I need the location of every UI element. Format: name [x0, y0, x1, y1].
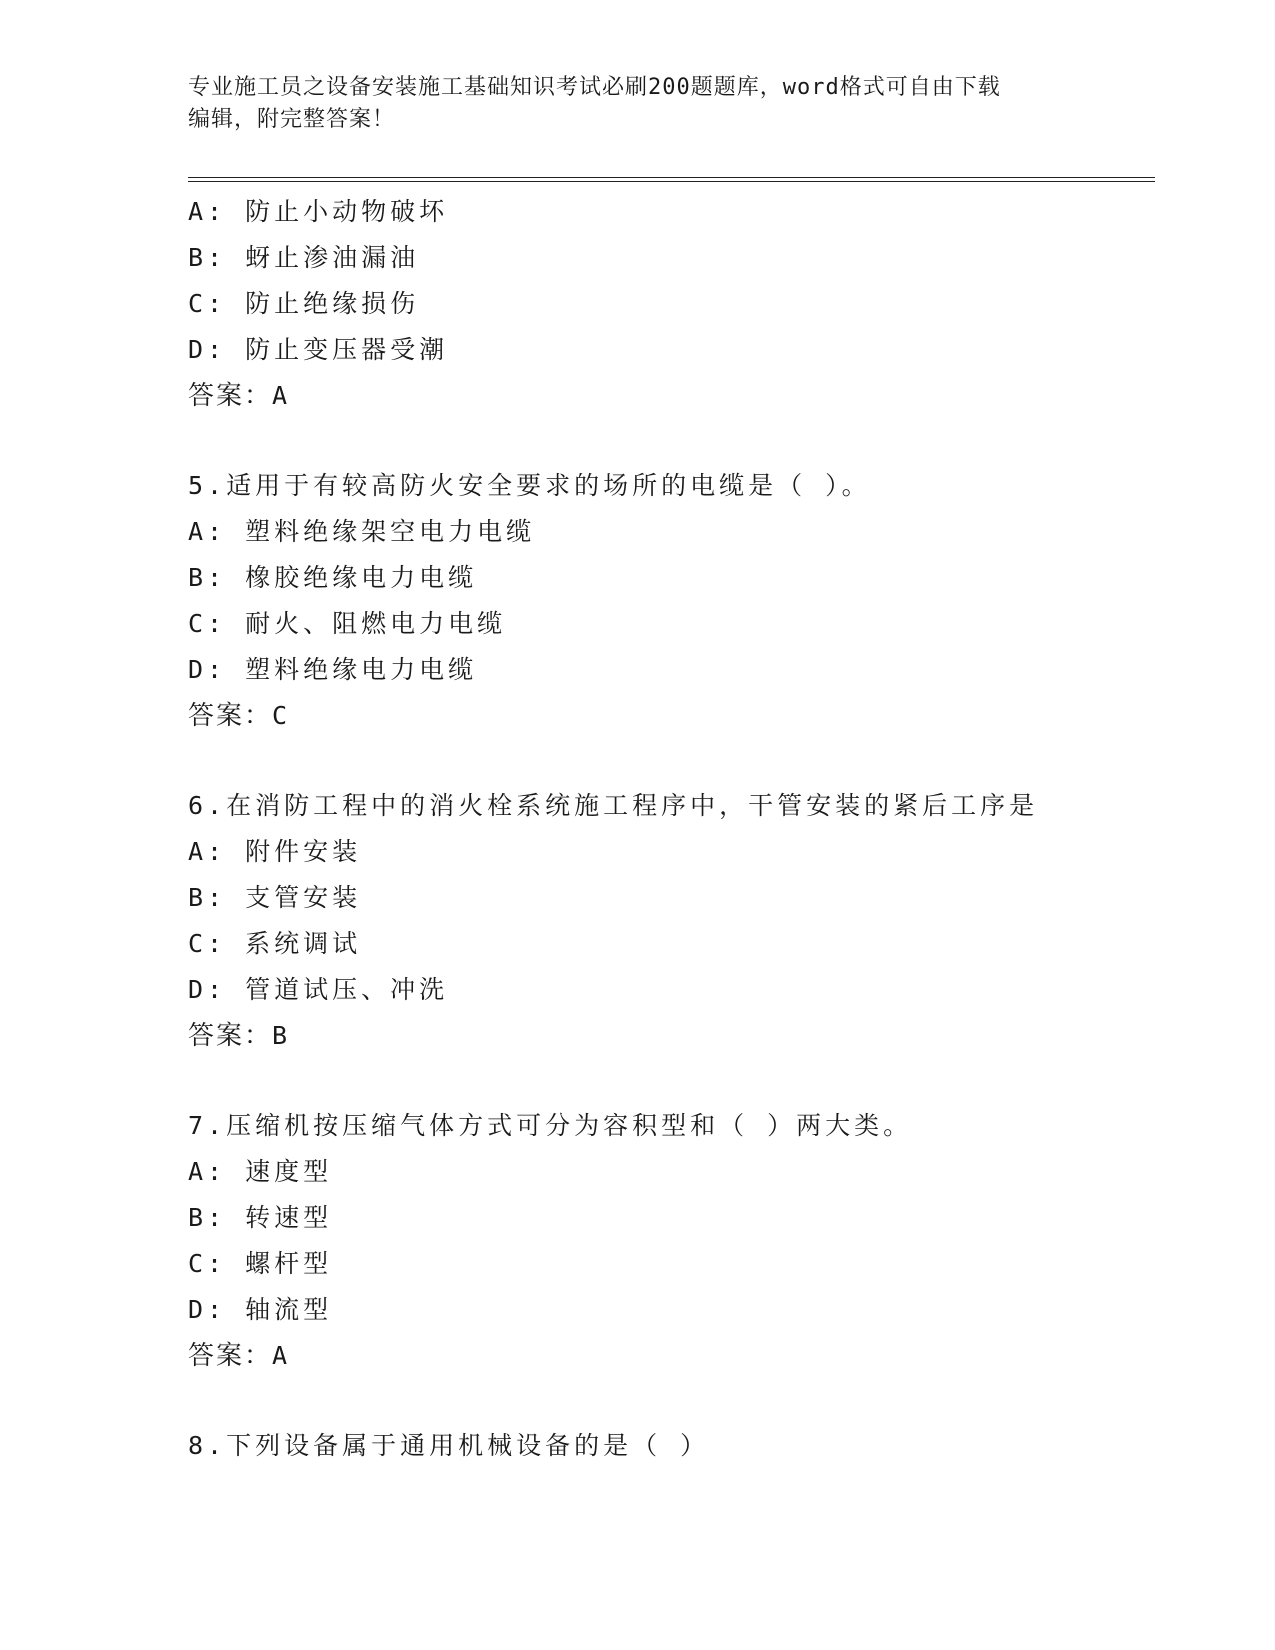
answer [188, 1333, 1148, 1379]
answer-label: 答案： [188, 1021, 273, 1051]
option-c: C: 螺杆型 [188, 1249, 333, 1278]
option-d: D: 防止变压器受潮 [188, 335, 449, 364]
question-block-partial [188, 189, 1148, 419]
option-a: A: 附件安装 [188, 837, 362, 866]
option-d: D: 塑料绝缘电力电缆 [188, 655, 478, 684]
option-b: B: 支管安装 [188, 883, 362, 912]
question-text: 7.压缩机按压缩气体方式可分为容积型和（ ）两大类。 [188, 1111, 913, 1140]
question-block-7 [188, 1103, 1148, 1379]
header-line-2: 编辑，附完整答案！ [188, 107, 396, 132]
answer-value: B [272, 1021, 290, 1050]
answer-value: C [272, 701, 290, 730]
answer [188, 1013, 1148, 1059]
answer-value: A [272, 381, 290, 410]
question-text: 5.适用于有较高防火安全要求的场所的电缆是（ ）。 [188, 471, 871, 500]
header-divider [188, 177, 1155, 182]
question-text: 6.在消防工程中的消火栓系统施工程序中，干管安装的紧后工序是 [188, 791, 1039, 820]
question-list [188, 189, 1148, 1469]
question-block-6 [188, 783, 1148, 1059]
answer-value: A [272, 1341, 290, 1370]
answer [188, 693, 1148, 739]
option-a: A: 防止小动物破坏 [188, 197, 449, 226]
answer-label: 答案： [188, 1341, 273, 1371]
question-text: 8.下列设备属于通用机械设备的是（ ） [188, 1431, 710, 1460]
option-d: D: 管道试压、冲洗 [188, 975, 449, 1004]
document-header [188, 72, 1088, 136]
option-c: C: 防止绝缘损伤 [188, 289, 420, 318]
answer [188, 373, 1148, 419]
question-block-8 [188, 1423, 1148, 1469]
option-c: C: 系统调试 [188, 929, 362, 958]
answer-label: 答案： [188, 381, 273, 411]
option-b: B: 转速型 [188, 1203, 333, 1232]
option-b: B: 橡胶绝缘电力电缆 [188, 563, 478, 592]
option-c: C: 耐火、阻燃电力电缆 [188, 609, 507, 638]
question-block-5 [188, 463, 1148, 739]
header-line-1: 专业施工员之设备安装施工基础知识考试必刷200题题库，word格式可自由下载 [188, 75, 1001, 100]
option-a: A: 塑料绝缘架空电力电缆 [188, 517, 536, 546]
answer-label: 答案： [188, 701, 273, 731]
option-b: B: 蚜止渗油漏油 [188, 243, 420, 272]
option-a: A: 速度型 [188, 1157, 333, 1186]
option-d: D: 轴流型 [188, 1295, 333, 1324]
